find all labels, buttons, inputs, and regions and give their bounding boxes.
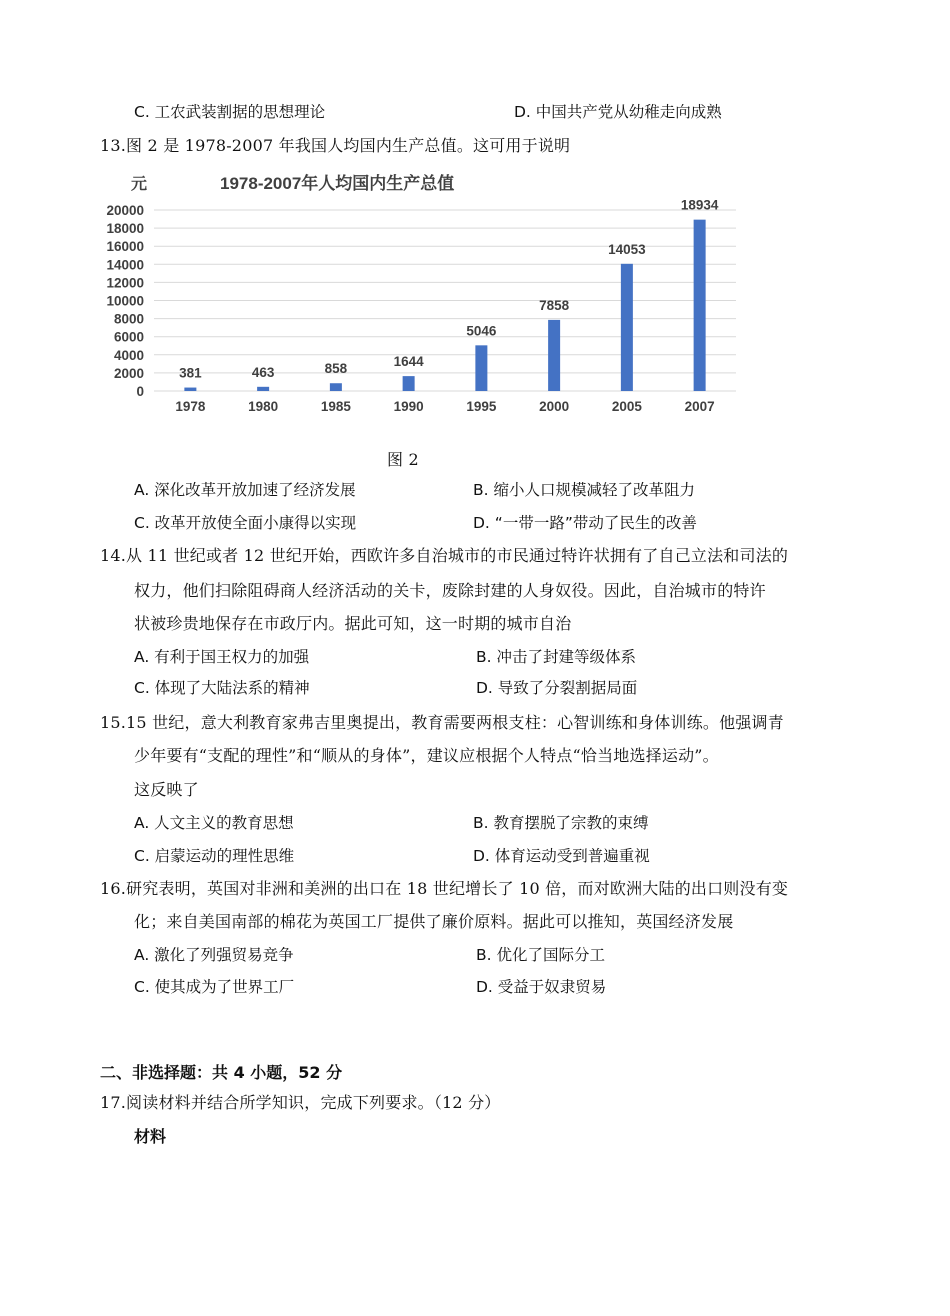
bar-1990	[403, 376, 415, 391]
bar-2000	[548, 320, 560, 391]
chart-y-ticks	[106, 203, 144, 399]
bar-1978	[184, 388, 196, 391]
y-tick-label: 2000	[113, 365, 144, 381]
x-tick-label-1985: 1985	[320, 399, 351, 414]
q15-line-3: 这反映了	[134, 780, 199, 799]
bar-2007	[694, 220, 706, 391]
q13-stem: 13.图 2 是 1978-2007 年我国人均国内生产总值。这可用于说明	[100, 136, 571, 155]
q12-option-c: C. 工农武装割据的思想理论	[134, 103, 326, 121]
q13-option-b: B. 缩小人口规模减轻了改革阻力	[473, 481, 695, 499]
y-tick-label: 14000	[106, 257, 144, 273]
q15-option-b: B. 教育摆脱了宗教的束缚	[473, 814, 649, 832]
value-label-2007: 18934	[680, 197, 719, 213]
value-label-1978: 381	[179, 365, 202, 381]
q16-option-c: C. 使其成为了世界工厂	[134, 978, 295, 996]
chart-x-ticks	[175, 399, 714, 414]
q14-line-1: 14.从 11 世纪或者 12 世纪开始，西欧许多自治城市的市民通过特许状拥有了自己立法和司法的	[100, 546, 789, 565]
q17-material-label: 材料	[134, 1127, 167, 1146]
chart-gridlines	[154, 210, 736, 391]
q15-line-2: 少年要有“支配的理性”和“顺从的身体”，建议应根据个人特点“恰当地选择运动”。	[134, 746, 719, 765]
q13-option-a: A. 深化改革开放加速了经济发展	[134, 481, 356, 499]
q14-option-b: B. 冲击了封建等级体系	[476, 648, 636, 666]
y-tick-label: 10000	[106, 293, 144, 309]
value-label-1985: 858	[324, 361, 348, 377]
section-2-heading: 二、非选择题：共 4 小题，52 分	[100, 1063, 343, 1082]
value-label-2005: 14053	[608, 241, 646, 257]
q16-option-d: D. 受益于奴隶贸易	[476, 978, 607, 996]
y-tick-label: 18000	[106, 221, 144, 237]
x-tick-label-1980: 1980	[248, 399, 279, 414]
x-tick-label-1995: 1995	[466, 399, 497, 414]
bar-1985	[330, 383, 342, 391]
gdp-bar-chart	[96, 168, 746, 418]
q16-line-2: 化；来自美国南部的棉花为英国工厂提供了廉价原料。据此可以推知，英国经济发展	[134, 912, 734, 931]
q16-line-1: 16.研究表明，英国对非洲和美洲的出口在 18 世纪增长了 10 倍，而对欧洲大陆的出口则没有变	[100, 879, 789, 898]
q13-figure-caption: 图 2	[387, 450, 419, 469]
bar-2005	[621, 264, 633, 391]
chart-value-labels	[179, 198, 719, 381]
chart-ylabel: 元	[131, 176, 148, 193]
y-tick-label: 0	[136, 384, 144, 399]
value-label-1980: 463	[251, 364, 275, 380]
q12-option-d: D. 中国共产党从幼稚走向成熟	[514, 103, 722, 121]
q15-option-d: D. 体育运动受到普遍重视	[473, 847, 650, 865]
x-tick-label-2000: 2000	[539, 399, 570, 414]
chart-title: 1978-2007年人均国内生产总值	[220, 174, 455, 193]
q15-option-a: A. 人文主义的教育思想	[134, 814, 294, 832]
q17-stem: 17.阅读材料并结合所学知识，完成下列要求。（12 分）	[100, 1093, 501, 1112]
y-tick-label: 16000	[106, 239, 144, 255]
q13-option-c: C. 改革开放使全面小康得以实现	[134, 514, 357, 532]
q16-option-b: B. 优化了国际分工	[476, 946, 605, 964]
bar-1995	[475, 345, 487, 391]
y-tick-label: 12000	[106, 275, 144, 291]
x-tick-label-2007: 2007	[684, 399, 715, 414]
x-tick-label-1990: 1990	[393, 399, 424, 414]
q14-option-d: D. 导致了分裂割据局面	[476, 679, 638, 697]
x-tick-label-1978: 1978	[175, 399, 206, 414]
value-label-1990: 1644	[393, 354, 424, 370]
q16-option-a: A. 激化了列强贸易竞争	[134, 946, 294, 964]
value-label-2000: 7858	[539, 297, 570, 313]
q14-line-3: 状被珍贵地保存在市政厅内。据此可知，这一时期的城市自治	[134, 614, 572, 633]
q14-option-a: A. 有利于国王权力的加强	[134, 648, 310, 666]
y-tick-label: 6000	[113, 329, 144, 345]
value-label-1995: 5046	[466, 323, 497, 339]
q14-line-2: 权力，他们扫除阻碍商人经济活动的关卡，废除封建的人身奴役。因此，自治城市的特许	[134, 581, 766, 600]
x-tick-label-2005: 2005	[611, 399, 642, 414]
q15-option-c: C. 启蒙运动的理性思维	[134, 847, 295, 865]
q14-option-c: C. 体现了大陆法系的精神	[134, 679, 310, 697]
y-tick-label: 8000	[113, 311, 144, 327]
y-tick-label: 20000	[106, 203, 144, 218]
q15-line-1: 15.15 世纪，意大利教育家弗吉里奥提出，教育需要两根支柱：心智训练和身体训练。他强调青	[100, 713, 784, 732]
bar-1980	[257, 387, 269, 391]
q13-option-d: D. “一带一路”带动了民生的改善	[473, 514, 697, 532]
y-tick-label: 4000	[113, 347, 144, 363]
